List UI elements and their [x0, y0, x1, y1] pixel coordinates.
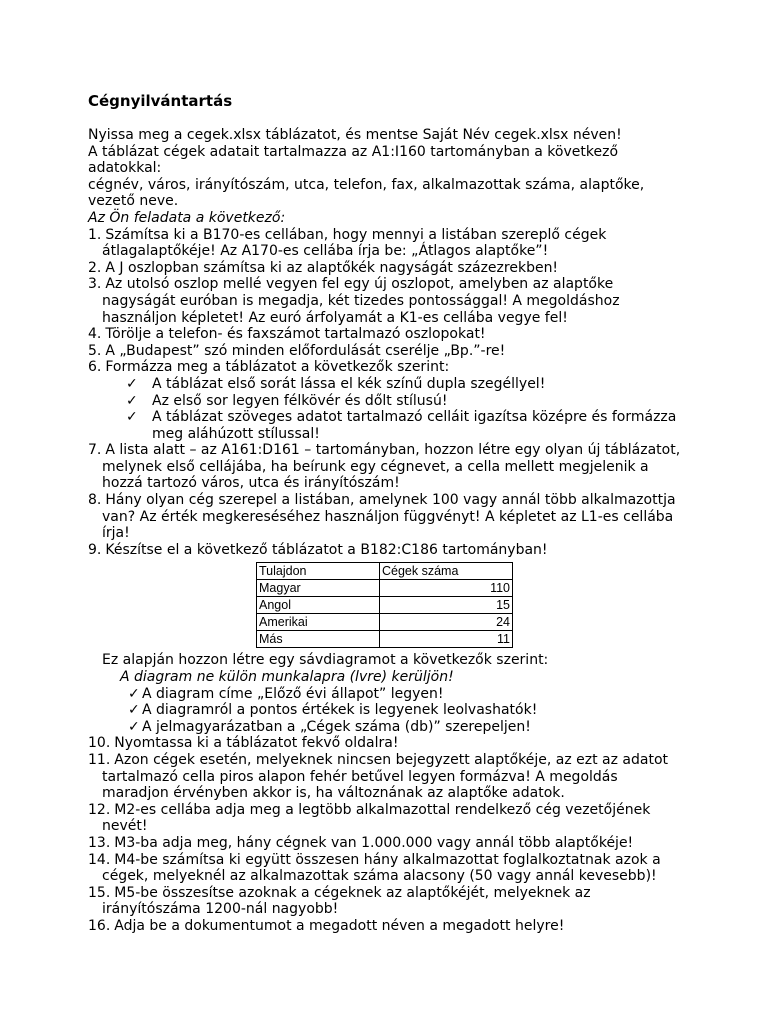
task-text: A J oszlopban számítsa ki az alaptőkék nagyságát százezrekben!	[105, 259, 559, 276]
task-heading: Az Ön feladata a következő:	[88, 209, 286, 226]
task-number: 9.	[88, 541, 102, 558]
checkmark-icon: ✓	[126, 375, 138, 392]
task-number: 13.	[88, 834, 111, 851]
table-row	[257, 614, 513, 631]
task-item	[88, 260, 688, 277]
task-item	[88, 492, 688, 542]
task-number: 11.	[88, 752, 111, 768]
task-item	[88, 343, 688, 360]
task-number: 10.	[88, 735, 111, 752]
task-text: Az utolsó oszlop mellé vegyen fel egy új oszlopot, amelyben az alaptőke nagyságát euróban is megadja, két tizedes pontossággal! A megoldáshoz használjon képletet! Az euró árfolyamát a K1-es cellába vegye fel!	[102, 276, 620, 326]
table-cell-value: 24	[380, 614, 513, 631]
task-item	[88, 802, 688, 835]
table-cell-label: Más	[257, 631, 380, 648]
task-number: 4.	[88, 326, 102, 343]
task-item	[88, 227, 688, 260]
task-item	[88, 442, 688, 492]
task-number: 6.	[88, 359, 102, 376]
table-row	[257, 597, 513, 614]
table-cell-label: Angol	[257, 597, 380, 614]
task-number: 3.	[88, 276, 102, 293]
checkmark-icon: ✓	[128, 685, 140, 702]
task-number: 7.	[88, 442, 102, 459]
task-text: M3-ba adja meg, hány cégnek van 1.000.000 vagy annál több alaptőkéje!	[114, 834, 634, 851]
task-item	[88, 752, 688, 802]
task-text: Készítse el a következő táblázatot a B182:C186 tartományban!	[105, 541, 548, 558]
task-text: Nyomtassa ki a táblázatot fekvő oldalra!	[114, 735, 399, 752]
intro-line: A táblázat cégek adatait tartalmazza az A1:I160 tartományban a következő adatokkal:	[88, 143, 619, 177]
checklist-text: A diagramról a pontos értékek is legyenek leolvashatók!	[142, 702, 538, 719]
checklist-item	[88, 409, 688, 442]
task-text: Törölje a telefon- és faxszámot tartalmazó oszlopokat!	[105, 326, 486, 343]
task-text: A lista alatt – az A161:D161 – tartományban, hozzon létre egy olyan új táblázatot, melynek első cellájába, ha beírunk egy cégnevet, a cella mellett megjelenik a hozzá tartozó város, utca és irányítószám!	[102, 442, 681, 492]
checklist-text: A jelmagyarázatban a „Cégek száma (db)” szerepeljen!	[142, 718, 531, 735]
table-header-row	[257, 563, 513, 580]
checklist-text: A diagram címe „Előző évi állapot” legyen!	[142, 685, 444, 702]
checklist-item	[88, 376, 688, 393]
table-header-cell: Tulajdon	[257, 563, 380, 580]
checklist-item	[88, 719, 688, 736]
checkmark-icon: ✓	[126, 409, 138, 426]
table-cell-value: 11	[380, 631, 513, 648]
table-header-cell: Cégek száma	[380, 563, 513, 580]
task-item	[88, 542, 688, 559]
task-item	[88, 735, 688, 752]
task-item	[88, 918, 688, 935]
task-number: 1.	[88, 226, 102, 243]
task-number: 12.	[88, 801, 111, 818]
task-text: Adja be a dokumentumot a megadott néven a megadott helyre!	[114, 917, 565, 934]
checklist-item	[88, 702, 688, 719]
intro-line: Nyissa meg a cegek.xlsx táblázatot, és mentse Saját Név cegek.xlsx néven!	[88, 127, 622, 143]
checklist-text: A táblázat szöveges adatot tartalmazó celláit igazítsa középre és formázza meg aláhúzott stílussal!	[152, 409, 677, 442]
task-item	[88, 852, 688, 885]
checklist-text: A táblázat első sorát lássa el kék színű dupla szegéllyel!	[152, 375, 546, 392]
task-text: Azon cégek esetén, melyeknek nincsen bejegyzett alaptőkéje, az ezt az adatot tartalmazó cella piros alapon fehér betűvel legyen formázva! A megoldás maradjon érvényben akkor is, ha változnának az alaptőke adatok.	[102, 752, 669, 802]
task-item	[88, 885, 688, 918]
table-cell-label: Amerikai	[257, 614, 380, 631]
task-number: 8.	[88, 492, 102, 509]
task-item	[88, 326, 688, 343]
chart-instructions: Ez alapján hozzon létre egy sávdiagramot a következők szerint:	[102, 652, 549, 669]
task-text: Hány olyan cég szerepel a listában, amelynek 100 vagy annál több alkalmazottja van? Az érték megkereséséhez használjon függvényt! A képletet az L1-es cellába írja!	[102, 492, 676, 542]
task-text: Formázza meg a táblázatot a következők szerint:	[105, 359, 450, 376]
page-title: Cégnyilvántartás	[88, 92, 233, 110]
checkmark-icon: ✓	[126, 392, 138, 409]
task-item	[88, 276, 688, 326]
task-number: 16.	[88, 917, 111, 934]
checkmark-icon: ✓	[128, 718, 140, 735]
ownership-table	[256, 562, 513, 648]
task-number: 15.	[88, 884, 111, 901]
task-number: 5.	[88, 342, 102, 359]
task-text: M5-be összesítse azoknak a cégeknek az alaptőkéjét, melyeknek az irányítószáma 1200-nál nagyobb!	[102, 884, 591, 918]
chart-note: A diagram ne külön munkalapra (lvre) kerüljön!	[120, 669, 454, 686]
document-body	[88, 92, 688, 935]
task-text: A „Budapest” szó minden előfordulását cserélje „Bp.”-re!	[105, 342, 506, 359]
checklist-text: Az első sor legyen félkövér és dőlt stílusú!	[152, 392, 448, 409]
table-cell-value: 110	[380, 580, 513, 597]
task-item	[88, 359, 688, 376]
table-cell-value: 15	[380, 597, 513, 614]
task-item	[88, 835, 688, 852]
intro-line: cégnév, város, irányítószám, utca, telefon, fax, alkalmazottak száma, alaptőke, vezető neve.	[88, 176, 645, 210]
task-text: Számítsa ki a B170-es cellában, hogy mennyi a listában szereplő cégek átlagalaptőkéje! Az A170-es cellába írja be: „Átlagos alaptőke”!	[102, 226, 607, 260]
task-number: 14.	[88, 851, 111, 868]
table-row	[257, 631, 513, 648]
checklist-item	[88, 393, 688, 410]
task-text: M2-es cellába adja meg a legtöbb alkalmazottal rendelkező cég vezetőjének nevét!	[102, 801, 651, 835]
checkmark-icon: ✓	[128, 702, 140, 719]
table-cell-label: Magyar	[257, 580, 380, 597]
checklist-item	[88, 686, 688, 703]
task-text: M4-be számítsa ki együtt összesen hány alkalmazottat foglalkoztatnak azok a cégek, melyeknél az alkalmazottak száma alacsony (50 vagy annál kevesebb)!	[102, 851, 661, 885]
task-number: 2.	[88, 259, 102, 276]
table-row	[257, 580, 513, 597]
